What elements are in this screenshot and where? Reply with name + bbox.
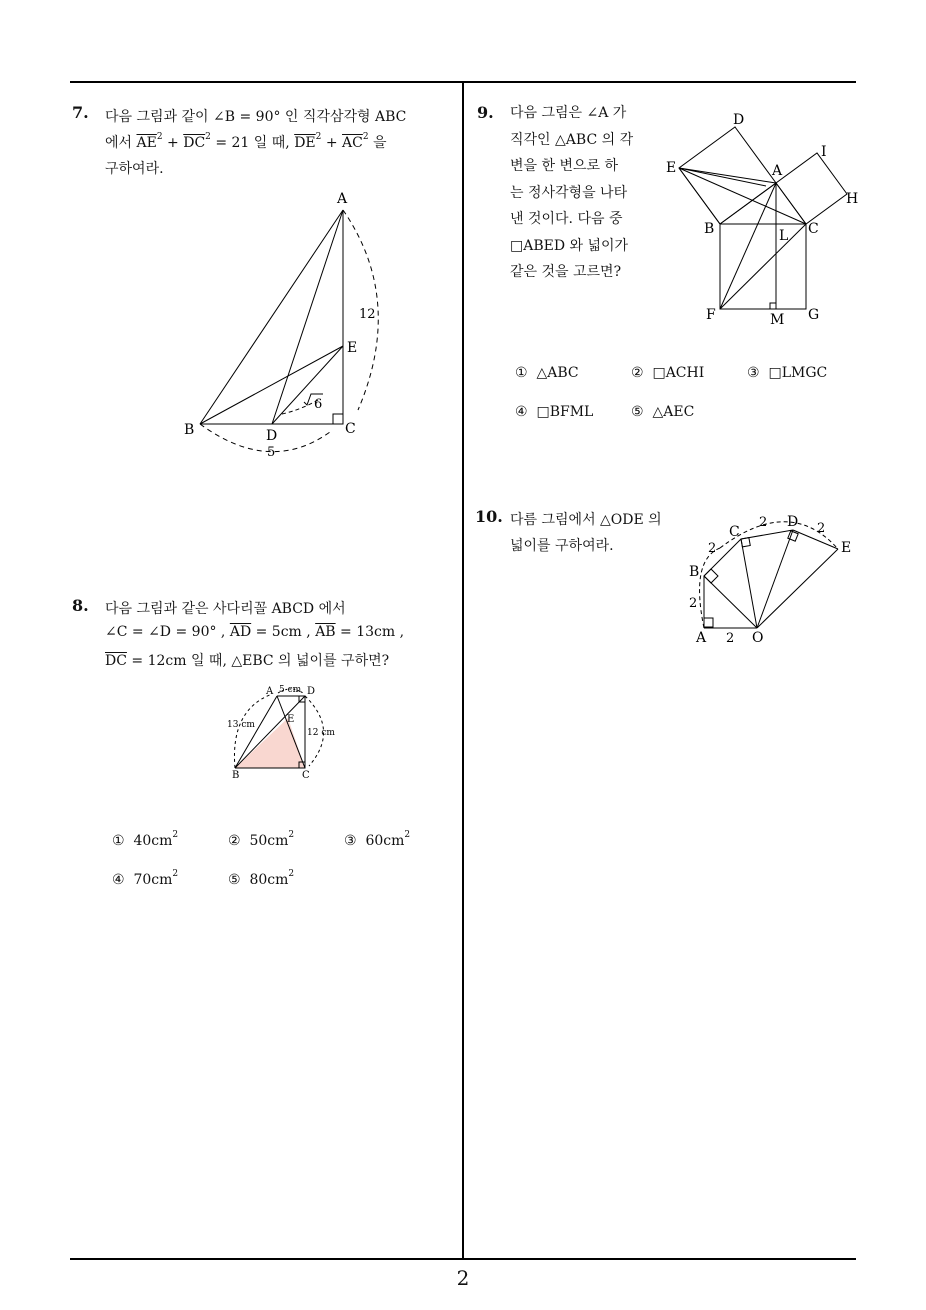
q10-label-B: B [689, 564, 700, 580]
q9-choice-3[interactable]: ③ □LMGC [747, 365, 828, 381]
q8-label-D: D [307, 686, 316, 697]
q7-line3: 구하여라. [105, 161, 164, 177]
q10-label-2-ao: 2 [726, 631, 735, 646]
q7-label-5: 5 [267, 445, 276, 460]
q8-number: 8. [72, 596, 89, 615]
q7-label-B: B [184, 422, 195, 438]
q8-choice-3[interactable]: ③ $60cm^2$ [344, 830, 411, 849]
q7-label-E: E [347, 340, 358, 356]
page-number: 2 [456, 1266, 470, 1290]
q9-choice-2[interactable]: ② □ACHI [631, 365, 705, 381]
q10-label-A: A [696, 630, 707, 646]
q9-choice-4[interactable]: ④ □BFML [515, 404, 594, 420]
q8-label-C: C [302, 770, 310, 781]
q10-label-2-bc: 2 [708, 541, 717, 556]
q9-label-L: L [779, 228, 789, 244]
q10-number: 10. [475, 507, 503, 526]
q9-label-B: B [704, 221, 715, 237]
q10-label-C: C [729, 524, 740, 540]
q9-line: 직각인 △ABC 의 각 [510, 131, 634, 148]
q8-label-E: E [287, 714, 295, 725]
q8-line2: ∠C = ∠D = 90° , $\overline{AD} = 5cm$ , $\overline{AB} = 13cm$ , [105, 624, 405, 640]
q7-label-D: D [266, 428, 278, 444]
q8-label-B: B [232, 770, 240, 781]
q8-line3: $\overline{DC} = 12cm$ 일 때, △EBC 의 넓이를 구하면? [105, 653, 390, 669]
q9-label-M: M [770, 312, 785, 328]
q9-label-E: E [666, 160, 677, 176]
q9-choice-1[interactable]: ① △ABC [515, 365, 579, 381]
q8-label-12cm: 12 cm [307, 728, 335, 738]
q8-line1: 다음 그림과 같은 사다리꼴 ABCD 에서 [105, 601, 346, 617]
q10-label-E: E [841, 540, 852, 556]
q8-choice-5[interactable]: ⑤ $80cm^2$ [228, 869, 295, 888]
q9-label-D: D [733, 112, 745, 128]
q9-line: 다음 그림은 ∠A 가 [510, 105, 627, 121]
q7-line1: 다음 그림과 같이 ∠B = 90° 인 직각삼각형 ABC [105, 109, 407, 125]
q8-label-5cm: 5 cm [279, 685, 302, 695]
q8-choice-1[interactable]: ① $40cm^2$ [112, 830, 179, 849]
q10-line1: 다름 그림에서 △ODE 의 [510, 512, 662, 528]
q9-label-F: F [706, 307, 716, 323]
q9-label-C: C [808, 221, 819, 237]
q9-label-A: A [772, 163, 783, 179]
q9-line: 는 정사각형을 나타 [510, 184, 628, 201]
q9-line: 변을 한 변으로 하 [510, 158, 619, 174]
q10-label-2-cd: 2 [759, 515, 768, 530]
q8-label-A: A [266, 686, 274, 697]
q9-label-G: G [808, 307, 820, 323]
q8-choice-2[interactable]: ② $50cm^2$ [228, 830, 295, 849]
q10-label-D: D [787, 514, 799, 530]
q10-line2: 넓이를 구하여라. [510, 538, 614, 554]
q7-label-A: A [337, 191, 348, 207]
q10-label-2-de: 2 [817, 521, 826, 536]
q7-line2: 에서 $\overline{AE}^2 + \overline{DC}^2 = 21$ 일 때, $\overline{DE}^2 + \overline{AC}^2$ 을 [105, 132, 387, 151]
q9-label-H: H [846, 191, 859, 207]
q9-line: 낸 것이다. 다음 중 [510, 211, 623, 227]
q10-label-2-ab: 2 [689, 596, 698, 611]
q7-number: 7. [72, 103, 89, 122]
q9-number: 9. [477, 103, 494, 122]
q9-label-I: I [821, 144, 827, 160]
q7-label-C: C [345, 421, 356, 437]
q10-label-O: O [752, 630, 764, 646]
q8-label-13cm: 13 cm [227, 720, 255, 730]
q9-line: 같은 것을 고르면? [510, 264, 622, 280]
q9-line: □ABED 와 넓이가 [510, 237, 629, 254]
q8-choice-4[interactable]: ④ $70cm^2$ [112, 869, 179, 888]
q9-choice-5[interactable]: ⑤ △AEC [631, 404, 695, 420]
q7-label-sqrt6: 6 [314, 397, 323, 412]
q7-label-12: 12 [359, 307, 376, 322]
